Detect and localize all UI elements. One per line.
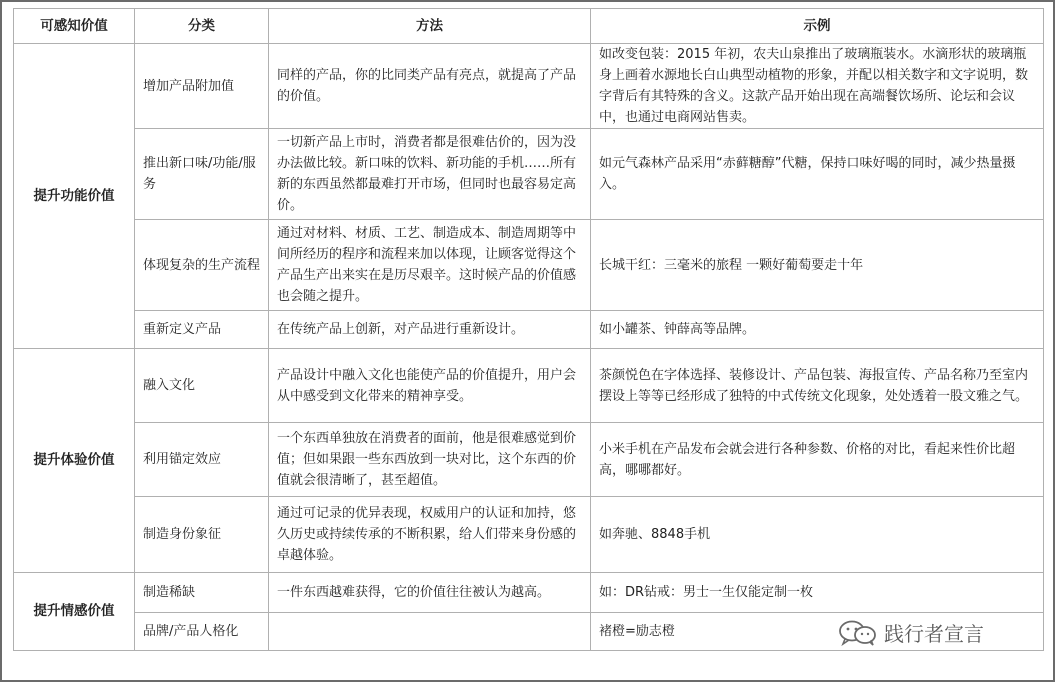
table-row (14, 573, 1044, 613)
table-row (14, 349, 1044, 423)
row-example: 长城干红：三毫米的旅程 一颗好葡萄要走十年 (591, 220, 1044, 311)
row-method: 一切新产品上市时，消费者都是很难估价的，因为没办法做比较。新口味的饮料、新功能的手机……所有新的东西虽然都最难打开市场，但同时也最容易定高价。 (269, 129, 591, 220)
row-method: 产品设计中融入文化也能使产品的价值提升，用户会从中感受到文化带来的精神享受。 (269, 349, 591, 423)
row-type: 推出新口味/功能/服务 (135, 129, 269, 220)
row-example: 褚橙=励志橙 (591, 613, 1044, 651)
row-method: 在传统产品上创新，对产品进行重新设计。 (269, 311, 591, 349)
row-method: 同样的产品，你的比同类产品有亮点，就提高了产品的价值。 (269, 44, 591, 129)
table-row (14, 220, 1044, 311)
header-example: 示例 (591, 9, 1044, 44)
row-type: 体现复杂的生产流程 (135, 220, 269, 311)
header-category: 分类 (135, 9, 269, 44)
row-method: 一件东西越难获得，它的价值往往被认为越高。 (269, 573, 591, 613)
row-method: 通过对材料、材质、工艺、制造成本、制造周期等中间所经历的程序和流程来加以体现，让顾客觉得这个产品生产出来实在是历尽艰辛。这时候产品的价值感也会随之提升。 (269, 220, 591, 311)
category-emotional-value: 提升情感价值 (14, 573, 135, 651)
wechat-icon (838, 620, 878, 646)
row-type: 增加产品附加值 (135, 44, 269, 129)
watermark (838, 618, 984, 647)
row-example: 小米手机在产品发布会就会进行各种参数、价格的对比，看起来性价比超高，哪哪都好。 (591, 423, 1044, 497)
row-example: 茶颜悦色在字体选择、装修设计、产品包装、海报宣传、产品名称乃至室内摆设上等等已经形成了独特的中式传统文化现象，处处透着一股文雅之气。 (591, 349, 1044, 423)
category-experience-value: 提升体验价值 (14, 349, 135, 573)
table-row (14, 44, 1044, 129)
row-example: 如奔驰、8848手机 (591, 497, 1044, 573)
row-method: 通过可记录的优异表现，权威用户的认证和加持，悠久历史或持续传承的不断积累，给人们带来身份感的卓越体验。 (269, 497, 591, 573)
row-method (269, 613, 591, 651)
value-table (13, 8, 1044, 651)
watermark-text: 践行者宣言 (884, 622, 984, 646)
row-type: 品牌/产品人格化 (135, 613, 269, 651)
row-example: 如改变包装：2015 年初，农夫山泉推出了玻璃瓶装水。水滴形状的玻璃瓶身上画着水源地长白山典型动植物的形象，并配以相关数字和文字说明，数字背后有其特殊的含义。这款产品开始出现在高端餐饮场所、论坛和会议中，也通过电商网站售卖。 (591, 44, 1044, 129)
row-method: 一个东西单独放在消费者的面前，他是很难感觉到价值；但如果跟一些东西放到一块对比，这个东西的价值就会很清晰了，甚至超值。 (269, 423, 591, 497)
header-method: 方法 (269, 9, 591, 44)
row-example: 如：DR钻戒：男士一生仅能定制一枚 (591, 573, 1044, 613)
row-example: 如小罐茶、钟薛高等品牌。 (591, 311, 1044, 349)
row-type: 利用锚定效应 (135, 423, 269, 497)
row-type: 融入文化 (135, 349, 269, 423)
table-header-row (14, 9, 1044, 44)
category-functional-value: 提升功能价值 (14, 44, 135, 349)
row-type: 制造稀缺 (135, 573, 269, 613)
table-row (14, 129, 1044, 220)
row-type: 重新定义产品 (135, 311, 269, 349)
row-type: 制造身份象征 (135, 497, 269, 573)
row-example: 如元气森林产品采用“赤藓糖醇”代糖，保持口味好喝的同时，减少热量摄入。 (591, 129, 1044, 220)
header-perceived-value: 可感知价值 (14, 9, 135, 44)
table-row (14, 311, 1044, 349)
table-row (14, 423, 1044, 497)
table-row (14, 497, 1044, 573)
